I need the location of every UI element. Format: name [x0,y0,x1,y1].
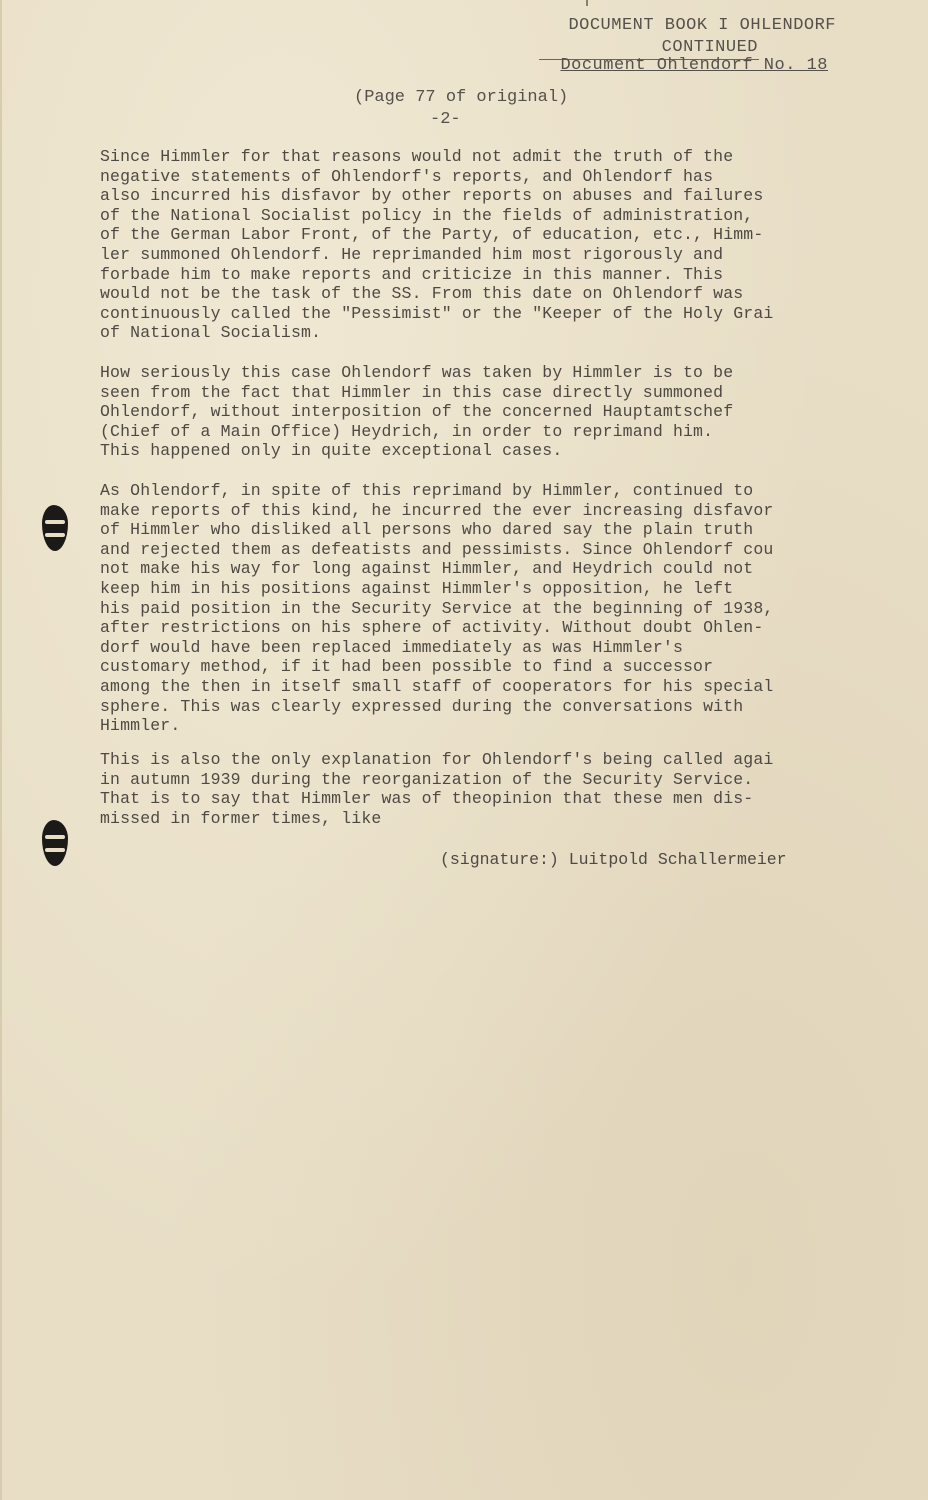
original-page-reference: (Page 77 of original) [354,88,569,107]
paragraph-3: As Ohlendorf, in spite of this reprimand by Himmler, continued to make reports of this kind, he incurred the ever increasing disfavor of Himmler who disliked all persons who dared say the plain truth and rejected them as defeatists and pessimists. Since Ohlendorf cou not make his way for long against Himmler, and Heydrich could not keep him in his positions against Himmler's opposition, he left his paid position in the Security Service at the beginning of 1938, after restrictions on his sphere of activity. Without doubt Ohlen- dorf would have been replaced immediately as was Himmler's customary method, if it had been possible to find a successor among the then in itself small staff of cooperators for his special sphere. This was clearly expressed during the conversations with Himmler. [100,481,774,736]
signature-line: (signature:) Luitpold Schallermeier [440,850,787,869]
document-book-heading: DOCUMENT BOOK I OHLENDORF [568,16,836,35]
paper-mark [586,0,588,6]
binder-hole-mark [42,820,68,866]
binder-hole-mark [42,505,68,551]
continued-label: CONTINUED [661,38,758,57]
document-number: Document Ohlendorf No. 18 [560,56,828,75]
paragraph-4: This is also the only explanation for Ohlendorf's being called agai in autumn 1939 during the reorganization of the Security Service. That is to say that Himmler was of theopinion that these men dis- missed in former times, like [100,750,774,828]
paragraph-2: How seriously this case Ohlendorf was taken by Himmler is to be seen from the fact that Himmler in this case directly summoned Ohlendorf, without interposition of the concerned Hauptamtschef (Chief of a Main Office) Heydrich, in order to reprimand him. This happened only in quite exceptional cases. [100,363,734,461]
paragraph-1: Since Himmler for that reasons would not admit the truth of the negative statements of Ohlendorf's reports, and Ohlendorf has also incurred his disfavor by other reports on abuses and failures of the National Socialist policy in the fields of administration, of the German Labor Front, of the Party, of education, etc., Himm- ler summoned Ohlendorf. He reprimanded him most rigorously and forbade him to make reports and criticize in this manner. This would not be the task of the SS. From this date on Ohlendorf was continuously called the "Pessimist" or the "Keeper of the Holy Grai of National Socialism. [100,147,774,343]
page-number: -2- [430,110,461,129]
